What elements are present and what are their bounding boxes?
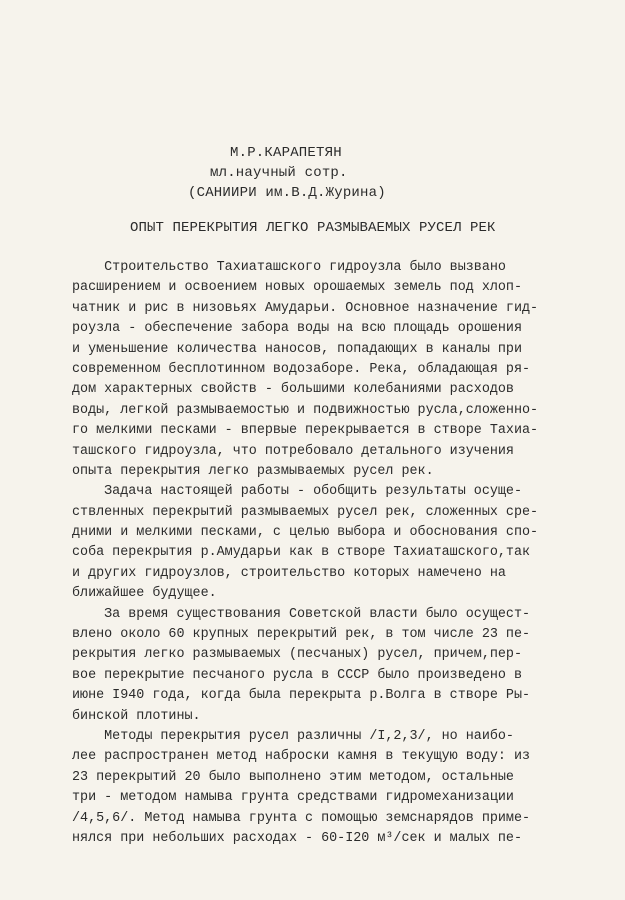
text-line: и других гидроузлов, строительство которых намечено на bbox=[72, 565, 506, 581]
text-line: ташского гидроузла, что потребовало детального изучения bbox=[72, 443, 514, 459]
text-line: воды, легкой размываемостью и подвижностью русла,сложенно- bbox=[72, 402, 539, 418]
text-line: нялся при небольших расходах - 60-I20 м³/сек и малых пе- bbox=[72, 830, 522, 846]
text-line: бинской плотины. bbox=[72, 708, 201, 724]
author-name: М.Р.КАРАПЕТЯН bbox=[230, 145, 342, 161]
text-line: Методы перекрытия русел различны /I,2,3/, но наибо- bbox=[72, 728, 514, 744]
document-body bbox=[72, 258, 592, 849]
text-line: три - методом намыва грунта средствами гидромеханизации bbox=[72, 790, 514, 806]
document-title: ОПЫТ ПЕРЕКРЫТИЯ ЛЕГКО РАЗМЫВАЕМЫХ РУСЕЛ РЕК bbox=[130, 220, 496, 236]
text-line: влено около 60 крупных перекрытий рек, в том числе 23 пе- bbox=[72, 627, 531, 643]
text-line: чатник и рис в низовьях Амударьи. Основное назначение гид- bbox=[72, 300, 539, 316]
paragraph bbox=[72, 482, 592, 604]
text-line: современном бесплотинном водозаборе. Река, обладающая ря- bbox=[72, 361, 531, 377]
paragraph bbox=[72, 258, 592, 482]
text-line: За время существования Советской власти было осущест- bbox=[72, 606, 531, 622]
text-line: ближайшее будущее. bbox=[72, 586, 217, 602]
text-line: соба перекрытия р.Амударьи как в створе Тахиаташского,так bbox=[72, 545, 531, 561]
text-line: расширением и освоением новых орошаемых земель под хлоп- bbox=[72, 280, 522, 296]
text-line: го мелкими песками - впервые перекрывается в створе Тахиа- bbox=[72, 423, 539, 439]
text-line: вое перекрытие песчаного русла в СССР было произведено в bbox=[72, 667, 522, 683]
text-line: ствленных перекрытий размываемых русел рек, сложенных сре- bbox=[72, 504, 539, 520]
text-line: 23 перекрытий 20 было выполнено этим методом, остальные bbox=[72, 769, 514, 785]
text-line: рекрытия легко размываемых (песчаных) русел, причем,пер- bbox=[72, 647, 522, 663]
paragraph bbox=[72, 605, 592, 727]
text-line: дними и мелкими песками, с целью выбора и обоснования спо- bbox=[72, 525, 539, 541]
text-line: Задача настоящей работы - обобщить результаты осуще- bbox=[72, 484, 522, 500]
text-line: лее распространен метод наброски камня в текущую воду: из bbox=[72, 749, 531, 765]
author-position: мл.научный сотр. bbox=[210, 165, 348, 181]
paragraph bbox=[72, 727, 592, 849]
text-line: /4,5,6/. Метод намыва грунта с помощью земснарядов приме- bbox=[72, 810, 531, 826]
text-line: Строительство Тахиаташского гидроузла было вызвано bbox=[72, 260, 506, 275]
text-line: опыта перекрытия легко размываемых русел рек. bbox=[72, 463, 434, 479]
text-line: дом характерных свойств - большими колебаниями расходов bbox=[72, 382, 514, 398]
text-line: июне I940 года, когда была перекрыта р.Волга в створе Ры- bbox=[72, 688, 531, 704]
text-line: и уменьшение количества наносов, попадающих в каналы при bbox=[72, 341, 522, 357]
author-affiliation: (САНИИРИ им.В.Д.Журина) bbox=[188, 185, 386, 201]
text-line: роузла - обеспечение забора воды на всю площадь орошения bbox=[72, 321, 522, 337]
